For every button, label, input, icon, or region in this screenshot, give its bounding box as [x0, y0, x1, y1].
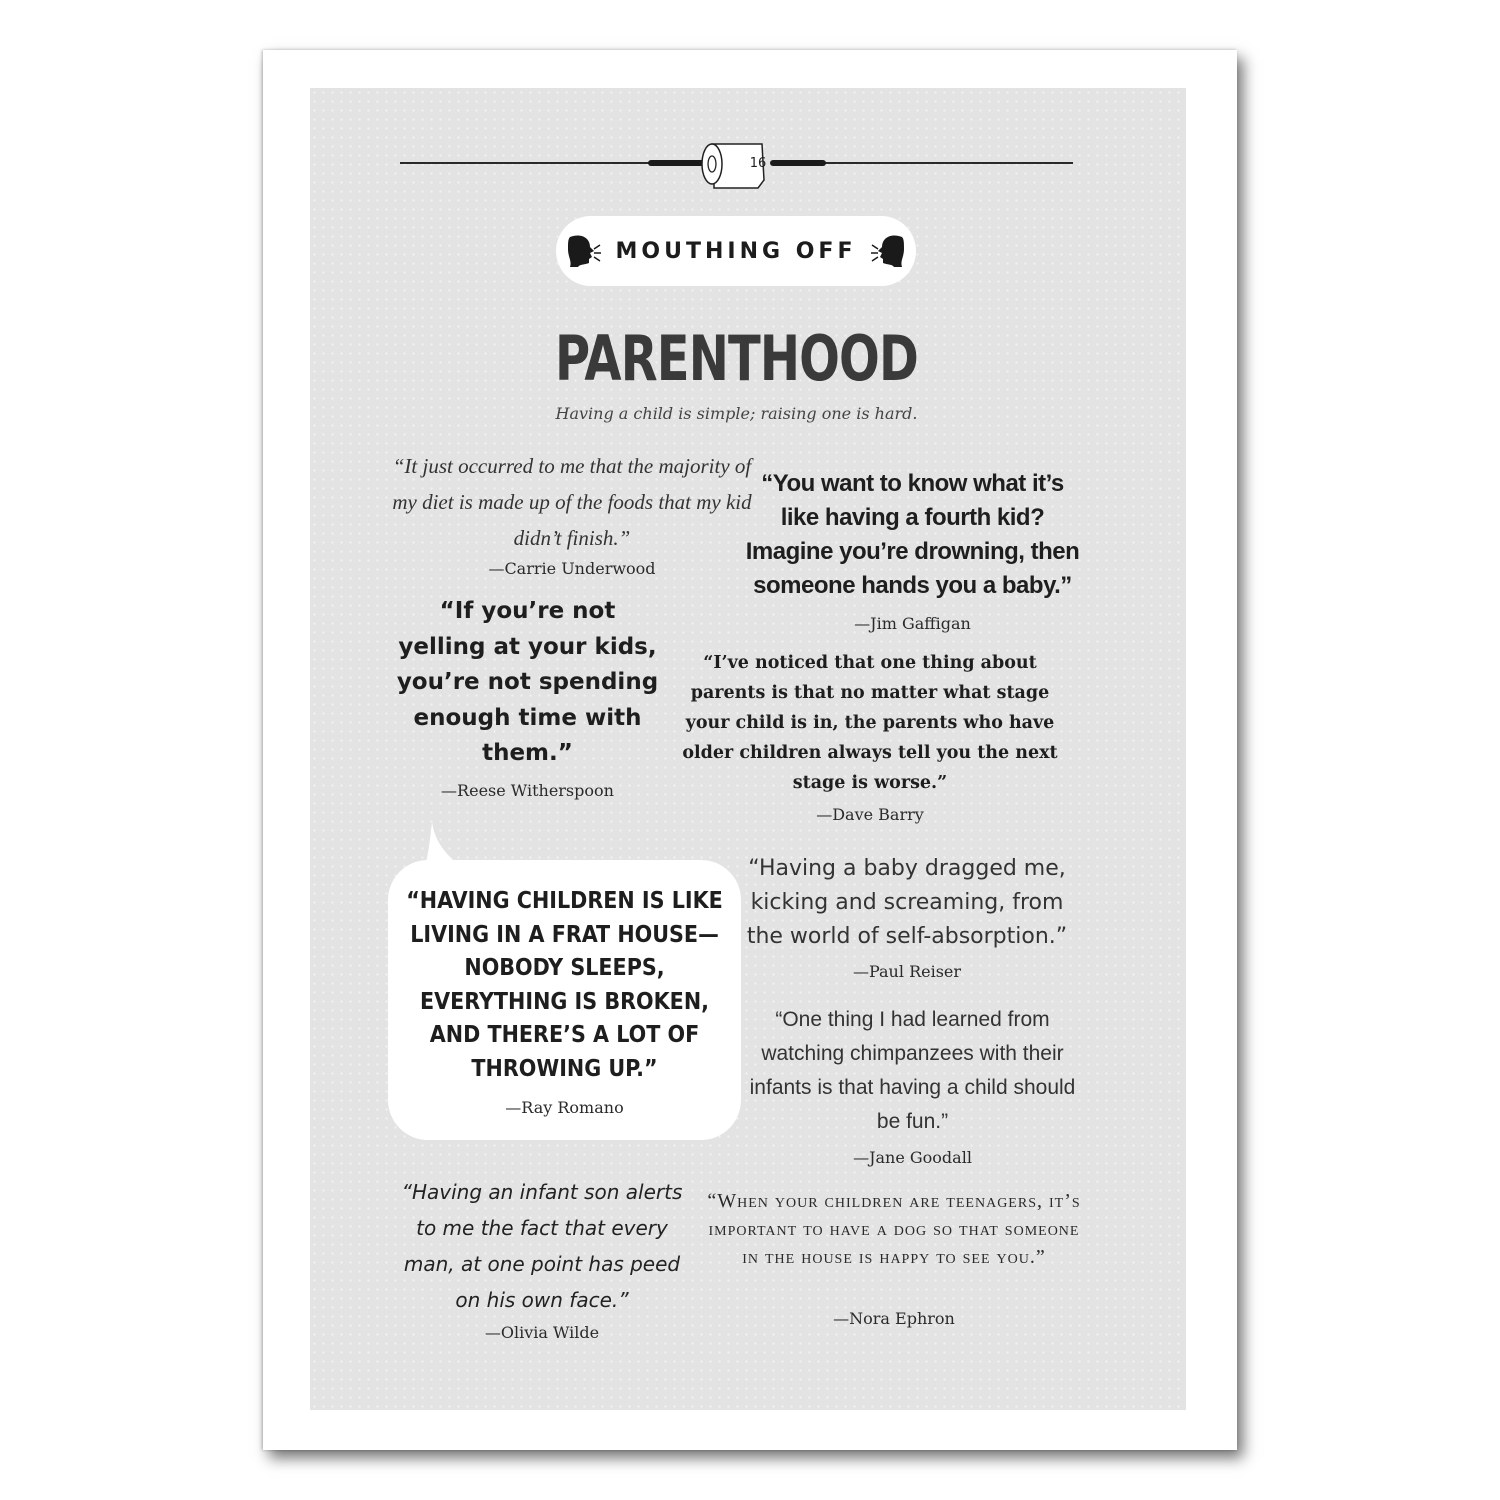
quote-text: “You want to know what it’s like having a fourth kid? Imagine you’re drowning, then someone hands you a baby.” — [745, 470, 1080, 599]
roll-rod-right — [770, 160, 826, 166]
quote-text: “HAVING CHILDREN IS LIKE LIVING IN A FRAT HOUSE—NOBODY SLEEPS, EVERYTHING IS BROKEN, AND THERE’S A LOT OF THROWING UP.” — [406, 888, 723, 1082]
section-banner — [556, 216, 916, 286]
shouting-head-left-icon — [562, 231, 602, 271]
quote-author: —Paul Reiser — [852, 962, 962, 981]
page-title: PARENTHOOD — [555, 322, 918, 395]
quote-author: —Dave Barry — [816, 805, 924, 824]
quote-author: —Nora Ephron — [833, 1309, 955, 1328]
quote-text: “If you’re not yelling at your kids, you’re not spending enough time with them.” — [396, 598, 659, 766]
header-rule-right — [812, 162, 1073, 164]
quote-text: “It just occurred to me that the majority of my diet is made up of the foods that my kid didn’t finish.” — [392, 454, 752, 550]
quote-author: —Jane Goodall — [853, 1148, 972, 1167]
quote-text: “Having a baby dragged me, kicking and screaming, from the world of self-absorption.” — [746, 856, 1068, 949]
quote-author: —Jim Gaffigan — [854, 614, 971, 633]
quote-text: “I’ve noticed that one thing about parents is that no matter what stage your child is in, the parents who have older children always tell you the next stage is worse.” — [682, 653, 1058, 793]
header-rule-left — [400, 162, 660, 164]
quote-author: —Ray Romano — [505, 1098, 624, 1117]
quote-text: “Having an infant son alerts to me the fact that every man, at one point has peed on his own face.” — [401, 1180, 683, 1312]
quote-text: “When your children are teenagers, it’s important to have a dog so that someone in the house is happy to see you.” — [707, 1190, 1081, 1268]
page-subtitle: Having a child is simple; raising one is hard. — [555, 404, 918, 423]
quote-author: —Carrie Underwood — [488, 559, 656, 578]
shouting-head-right-icon — [870, 231, 910, 271]
section-label: MOUTHING OFF — [615, 238, 857, 264]
quote-text: “One thing I had learned from watching chimpanzees with their infants is that having a child should be fun.” — [749, 1008, 1076, 1133]
quote-author: —Olivia Wilde — [484, 1323, 600, 1342]
quote-author: —Reese Witherspoon — [441, 781, 614, 800]
page-number: 16 — [749, 156, 767, 171]
